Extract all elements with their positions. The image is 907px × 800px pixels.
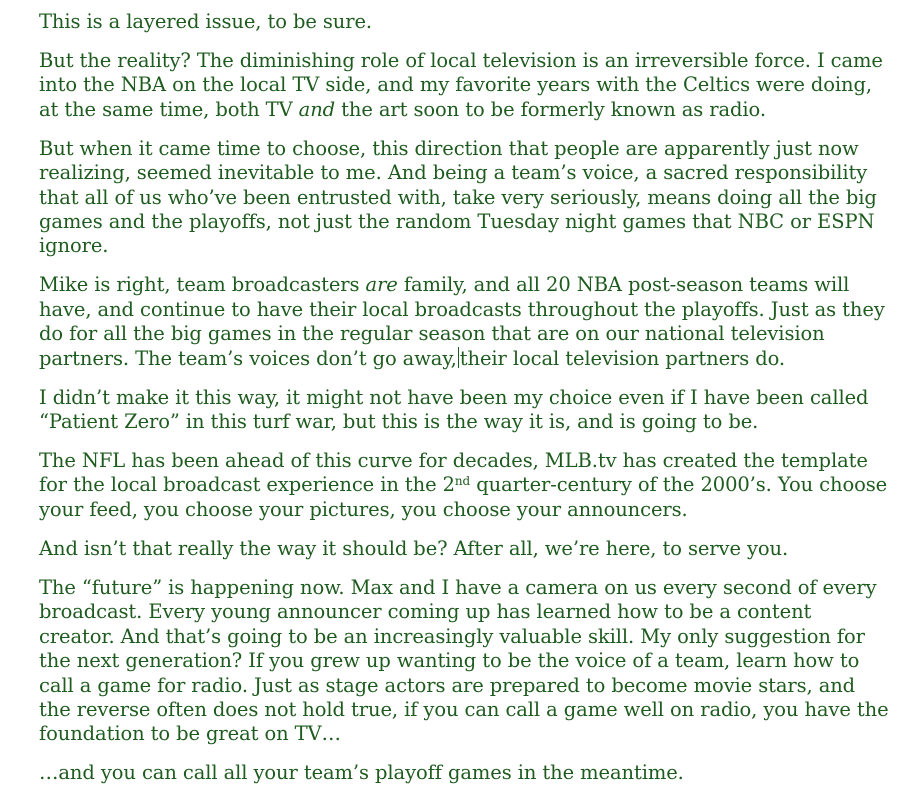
paragraph-1-text: This is a layered issue, to be sure. xyxy=(39,10,373,33)
paragraph-4-text-c: their local television partners do. xyxy=(459,346,786,370)
paragraph-2 xyxy=(39,49,889,122)
paragraph-8-text: The “future” is happening now. Max and I have a camera on us every second of every broadcast. Every young announcer coming up has learned how to be a content creator. And that’s going to be an increasingly valuable skill. My only suggestion for the next generation? If you grew up wanting to be the voice of a team, learn how to call a game for radio. Just as stage actors are prepared to become movie stars, and the reverse often does not hold true, if you can call a game well on radio, you have the foundation to be great on TV… xyxy=(39,575,889,746)
paragraph-2-emphasis: and xyxy=(298,97,336,121)
paragraph-2-text-a: But the reality? The diminishing role of local television is an irreversible force. I came into the NBA on the local TV side, and my favorite years with the Celtics were doing, at the same time, both TV xyxy=(39,49,883,121)
paragraph-7-text: And isn’t that really the way it should be? After all, we’re here, to serve you. xyxy=(39,536,789,560)
paragraph-3 xyxy=(39,137,889,259)
paragraph-5 xyxy=(39,386,889,435)
paragraph-5-text: I didn’t make it this way, it might not have been my choice even if I have been called “Patient Zero” in this turf war, but this is the way it is, and is going to be. xyxy=(39,385,869,434)
paragraph-1 xyxy=(39,10,889,34)
paragraph-3-text: But when it came time to choose, this direction that people are apparently just now realizing, seemed inevitable to me. And being a team’s voice, a sacred responsibility that all of us who’ve been entrusted with, take very seriously, means doing all the big games and the playoffs, not just the random Tuesday night games that NBC or ESPN ignore. xyxy=(39,136,877,258)
paragraph-4 xyxy=(39,273,889,371)
text-cursor xyxy=(458,347,459,368)
paragraph-4-text-a: Mike is right, team broadcasters xyxy=(39,273,366,297)
paragraph-9 xyxy=(39,761,889,785)
paragraph-4-emphasis: are xyxy=(365,273,398,297)
paragraph-6 xyxy=(39,449,889,522)
paragraph-2-text-b: the art soon to be formerly known as radio. xyxy=(335,97,766,121)
paragraph-8 xyxy=(39,576,889,747)
paragraph-7 xyxy=(39,537,889,561)
article-body xyxy=(39,10,889,800)
paragraph-9-text: …and you can call all your team’s playoff games in the meantime. xyxy=(39,761,684,785)
paragraph-6-text-b: quarter-century of the 2000’s. You choose your feed, you choose your pictures, you choose your announcers. xyxy=(39,473,888,521)
paragraph-4-text-b: family, and all 20 NBA post-season teams will have, and continue to have their local broadcasts throughout the playoffs. Just as they do for all the big games in the regular season that are on our national television partners. The team’s voices don’t go away, xyxy=(39,273,885,370)
paragraph-6-text-a: The NFL has been ahead of this curve for decades, MLB.tv has created the template for the local broadcast experience in the 2 xyxy=(39,449,868,497)
paragraph-6-superscript: nd xyxy=(454,474,471,489)
